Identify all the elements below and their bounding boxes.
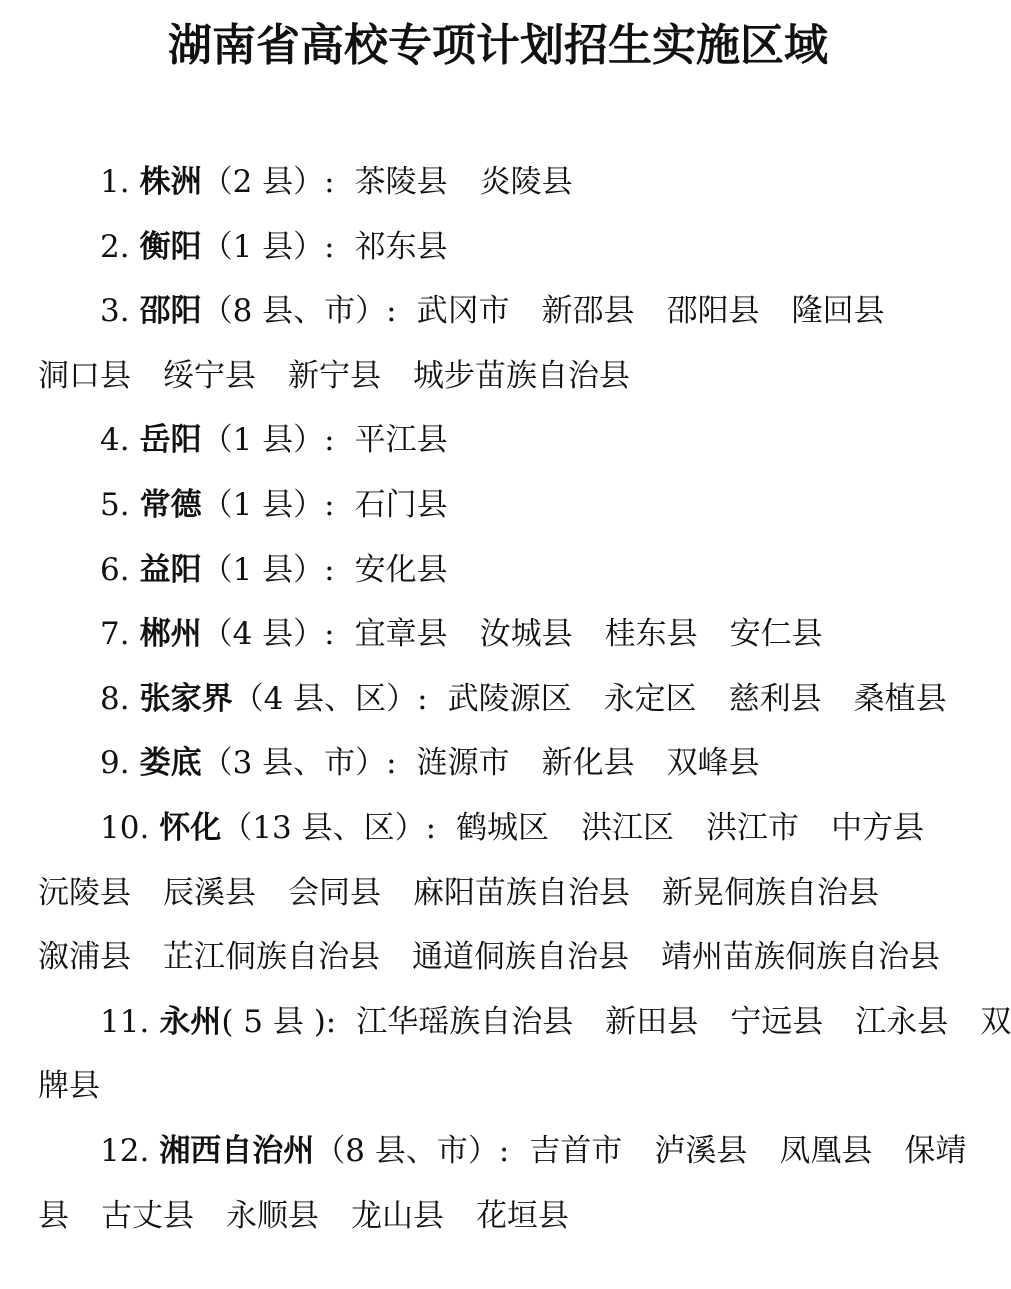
county-name: 桑植县 <box>853 680 947 717</box>
county-name: 沅陵县 <box>38 874 131 911</box>
item-continuation-line <box>38 871 879 915</box>
item-continuation-line <box>38 354 630 398</box>
county-name: 安化县 <box>354 551 448 588</box>
item-first-line <box>100 741 760 785</box>
county-name: 鹤城区 <box>456 810 550 846</box>
item-scope: （1 县）: <box>201 228 335 265</box>
county-name: 宜章县 <box>354 616 448 653</box>
county-name: 武冈市 <box>416 293 510 330</box>
county-name: 新宁县 <box>288 357 381 394</box>
county-name: 吉首市 <box>529 1133 623 1169</box>
item-first-line <box>100 418 448 462</box>
item-first-line <box>100 548 448 592</box>
item-scope: （1 县）: <box>201 422 335 459</box>
county-name: 宁远县 <box>730 1003 824 1040</box>
county-name: 石门县 <box>354 487 448 523</box>
county-name: 新田县 <box>605 1003 699 1040</box>
document-title: 湖南省高校专项计划招生实施区域 <box>168 20 828 71</box>
item-scope: （13 县、区）: <box>221 810 437 846</box>
county-name: 永顺县 <box>226 1197 319 1234</box>
county-name: 邵阳县 <box>666 293 760 330</box>
county-name: 涟源市 <box>416 745 510 782</box>
item-number: 6. <box>100 551 130 588</box>
item-first-line <box>100 289 885 333</box>
county-name: 中方县 <box>831 810 925 846</box>
item-city: 邵阳 <box>139 293 202 330</box>
county-name: 芷江侗族自治县 <box>163 939 380 976</box>
county-name: 江华瑶族自治县 <box>356 1003 574 1040</box>
item-scope: （8 县、市）: <box>314 1133 510 1169</box>
item-number: 11. <box>100 1003 150 1040</box>
county-name: 县 <box>38 1197 69 1234</box>
county-name: 牌县 <box>38 1068 100 1105</box>
county-name: 安仁县 <box>729 616 823 653</box>
item-scope: （4 县、区）: <box>232 680 428 717</box>
item-scope: （1 县）: <box>201 487 335 523</box>
county-name: 江永县 <box>855 1003 949 1040</box>
item-number: 9. <box>100 745 130 782</box>
item-city: 张家界 <box>139 680 233 717</box>
county-name: 双 <box>980 1003 1011 1040</box>
item-city: 娄底 <box>139 745 202 782</box>
item-number: 12. <box>100 1133 150 1169</box>
county-name: 麻阳苗族自治县 <box>413 874 630 911</box>
item-number: 7. <box>100 616 130 653</box>
county-name: 武陵源区 <box>447 680 572 717</box>
item-number: 2. <box>100 228 130 265</box>
item-scope: ( 5 县 ): <box>221 1003 337 1040</box>
item-continuation-line <box>38 1064 100 1108</box>
county-name: 双峰县 <box>666 745 760 782</box>
county-name: 城步苗族自治县 <box>413 357 630 394</box>
county-name: 汝城县 <box>479 616 573 653</box>
item-first-line <box>100 677 947 721</box>
item-continuation-line <box>38 935 940 979</box>
item-city: 郴州 <box>139 616 202 653</box>
item-first-line <box>100 225 448 269</box>
county-name: 泸溪县 <box>654 1133 748 1169</box>
county-name: 古丈县 <box>101 1197 194 1234</box>
item-first-line <box>100 1000 1011 1044</box>
county-name: 花垣县 <box>476 1197 569 1234</box>
county-name: 茶陵县 <box>354 164 448 200</box>
item-city: 永州 <box>159 1003 222 1040</box>
county-name: 慈利县 <box>728 680 822 717</box>
item-first-line <box>100 160 573 204</box>
item-number: 3. <box>100 293 130 330</box>
item-first-line <box>100 612 823 656</box>
item-city: 益阳 <box>139 551 202 588</box>
item-number: 10. <box>100 810 150 846</box>
county-name: 平江县 <box>354 422 448 459</box>
county-name: 炎陵县 <box>479 164 573 200</box>
item-first-line <box>100 806 924 850</box>
county-name: 保靖 <box>904 1133 967 1169</box>
county-name: 祁东县 <box>354 228 448 265</box>
county-name: 新邵县 <box>541 293 635 330</box>
county-name: 辰溪县 <box>163 874 256 911</box>
county-name: 溆浦县 <box>38 939 131 976</box>
item-first-line <box>100 1129 966 1173</box>
item-city: 常德 <box>139 487 202 523</box>
item-number: 4. <box>100 422 130 459</box>
county-name: 新化县 <box>541 745 635 782</box>
county-name: 永定区 <box>603 680 697 717</box>
item-first-line <box>100 483 448 527</box>
county-name: 会同县 <box>288 874 381 911</box>
county-name: 绥宁县 <box>163 357 256 394</box>
item-city: 衡阳 <box>139 228 202 265</box>
item-scope: （8 县、市）: <box>201 293 397 330</box>
county-name: 龙山县 <box>351 1197 444 1234</box>
county-name: 洪江市 <box>706 810 800 846</box>
county-name: 凤凰县 <box>779 1133 873 1169</box>
item-scope: （3 县、市）: <box>201 745 397 782</box>
item-number: 5. <box>100 487 130 523</box>
county-name: 新晃侗族自治县 <box>662 874 879 911</box>
item-city: 株洲 <box>139 164 202 200</box>
county-name: 通道侗族自治县 <box>412 939 629 976</box>
county-name: 洞口县 <box>38 357 131 394</box>
item-city: 岳阳 <box>139 422 202 459</box>
county-name: 隆回县 <box>791 293 885 330</box>
item-city: 怀化 <box>159 810 222 846</box>
county-name: 洪江区 <box>581 810 675 846</box>
county-name: 桂东县 <box>604 616 698 653</box>
item-scope: （1 县）: <box>201 551 335 588</box>
item-scope: （2 县）: <box>201 164 335 200</box>
county-name: 靖州苗族侗族自治县 <box>661 939 940 976</box>
item-continuation-line <box>38 1194 569 1238</box>
item-city: 湘西自治州 <box>159 1133 315 1169</box>
item-number: 1. <box>100 164 130 200</box>
item-scope: （4 县）: <box>201 616 335 653</box>
item-number: 8. <box>100 680 130 717</box>
